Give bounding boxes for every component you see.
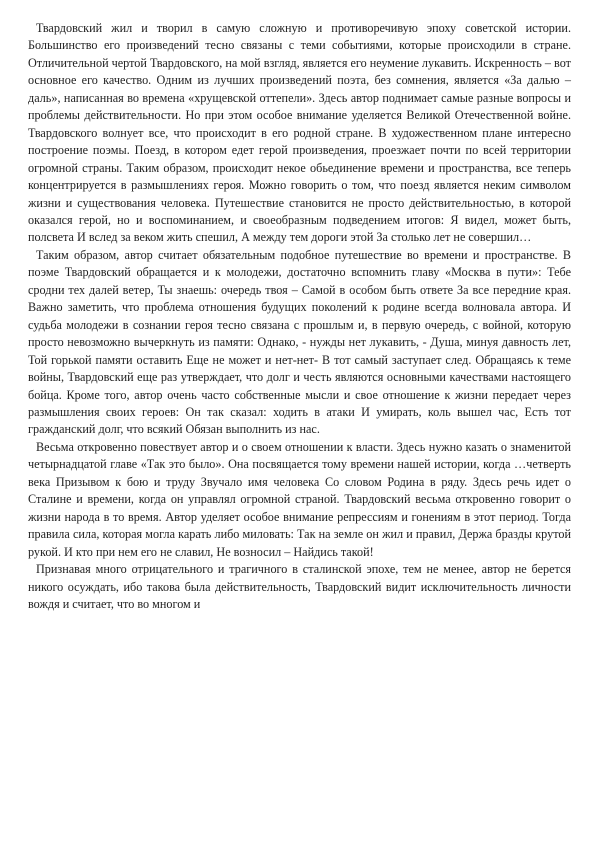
paragraph-text: Признавая много отрицательного и трагичного в сталинской эпохе, тем не менее, автор не берется никого осуждать, ибо такова была действительность, Твардовский видит исключительность личности вождя и считает, что во многом и — [28, 562, 571, 611]
paragraph — [28, 20, 571, 247]
paragraph — [28, 439, 571, 561]
paragraph-text: Твардовский жил и творил в самую сложную и противоречивую эпоху советской истории. Большинство его произведений тесно связаны с теми событиями, которые происходили в стране. Отличительной чертой Твардовского, на мой взгляд, является его неумение лукавить. Искренность – вот основное его качество. Одним из лучших произведений поэта, без сомнения, является «За далью – даль», написанная во времена «хрущевской оттепели». Здесь автор поднимает самые разные вопросы и проблемы действительности. Но при этом особое внимание уделяется Великой Отечественной войне. Твардовского волнует все, что происходит в его родной стране. В художественном плане интересно построение поэмы. Поезд, в котором едет герой произведения, проезжает почти по всей территории огромной страны. Таким образом, происходит некое обьединение времени и пространства, все теперь концентрируется в размышлениях героя. Можно говорить о том, что поезд является неким символом жизни и существования человека. Путешествие становится не просто действительностью, в которой оказался герой, но и воспоминанием, и своеобразным подведением итогов: Я видел, может быть, полсвета И вслед за веком жить спешил, А между тем дороги этой За столько лет не совершил… — [28, 21, 571, 245]
document-body — [28, 20, 571, 613]
paragraph-text: Весьма откровенно повествует автор и о своем отношении к власти. Здесь нужно казать о знаменитой четырнадцатой главе «Так это было». Она посвящается тому времени нашей истории, когда …четверть века Призывом к бою и труду Звучало имя человека Со словом Родина в ряду. Здесь речь идет о Сталине и времени, когда он управлял огромной страной. Твардовский весьма откровенно говорит о жизни народа в то время. Автор уделяет особое внимание репрессиям и гонениям в этот период. Тогда правила сила, которая могла карать либо миловать: Так на земле он жил и правил, Держа бразды крутой рукой. И кто при нем его не славил, Не возносил – Найдись такой! — [28, 439, 571, 559]
paragraph — [28, 561, 571, 613]
paragraph-text: Таким образом, автор считает обязательным подобное путешествие во времени и пространстве. В поэме Твардовский обращается и к молодежи, достаточно вспомнить главу «Москва в пути»: Тебе сродни тех далей ветер, Ты знаешь: очередь твоя – Самой в особом быть ответе За все передние края. Важно заметить, что проблема отношения будущих поколений к родине всегда волновала автора. И судьба молодежи в сознании героя тесно связана с прошлым и, в первую очередь, с войной, которую просто невозможно вычеркнуть из памяти: Однако, - нужды нет лукавить, - Душа, минуя давность лет, Той горькой памяти оставить Еще не может и нет-нет- В тот самый заступает след. Обращаясь к теме войны, Твардовский еще раз утверждает, что долг и честь являются основными качествами настоящего бойца. Кроме того, автор очень часто собственные мысли и свое отношение к жизни передает через размышления своих героев: Он так сказал: ходить в атаки И умирать, коль вышел час, Есть тот гражданский долг, что всякий Обязан выполнить из нас. — [28, 247, 571, 437]
paragraph — [28, 247, 571, 439]
